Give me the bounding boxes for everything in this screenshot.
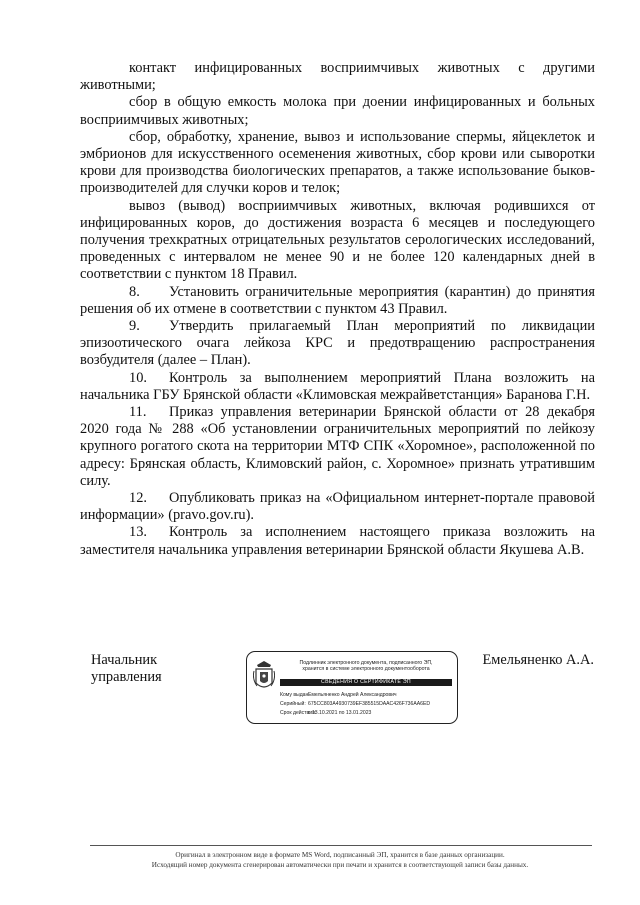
document-body xyxy=(80,60,595,559)
stamp-row-value: с 13.10.2021 по 13.01.2023 xyxy=(308,710,372,716)
paragraph-text: Утвердить прилагаемый План мероприятий по ликвидации эпизоотического очага лейкоза КРС и предотвращению распространения возбудителя (далее – План). xyxy=(80,318,595,369)
stamp-row-validity xyxy=(280,710,452,716)
signatory-position xyxy=(91,652,162,686)
stamp-header-line: хранится в системе электронного документооборота xyxy=(302,666,430,672)
paragraph-number: 9. xyxy=(129,318,140,335)
footer-divider xyxy=(90,845,592,846)
stamp-header xyxy=(280,660,452,672)
stamp-title-bar: СВЕДЕНИЯ О СЕРТИФИКАТЕ ЭП xyxy=(280,679,452,686)
paragraph-number: 13. xyxy=(129,524,147,541)
paragraph xyxy=(80,129,595,198)
electronic-signature-stamp xyxy=(246,651,458,724)
paragraph-text: Контроль за выполнением мероприятий Плана возложить на начальника ГБУ Брянской области «Климовская межрайветстанция» Баранова Г.Н. xyxy=(80,369,595,403)
paragraph-item-12 xyxy=(80,490,595,524)
paragraph-item-9 xyxy=(80,318,595,370)
stamp-row-value: Емельяненко Андрей Александрович xyxy=(308,692,397,698)
paragraph-text: сбор в общую емкость молока при доении инфицированных и больных восприимчивых животных; xyxy=(80,94,595,128)
stamp-row-label: Срок действия: xyxy=(280,710,317,716)
paragraph-number: 10. xyxy=(129,369,147,386)
position-line: управления xyxy=(91,669,162,686)
paragraph-item-8 xyxy=(80,284,595,318)
coat-of-arms-icon xyxy=(253,659,275,717)
footer-line: Исходящий номер документа сгенерирован автоматически при печати и хранится в соответствующей записи базы данных. xyxy=(151,861,529,869)
paragraph xyxy=(80,198,595,284)
page-footer xyxy=(60,850,620,870)
stamp-row-holder xyxy=(280,692,452,698)
stamp-row-label: Кому выдан: xyxy=(280,692,310,698)
signatory-name: Емельяненко А.А. xyxy=(482,652,594,668)
paragraph xyxy=(80,60,595,94)
paragraph-text: Контроль за исполнением настоящего приказа возложить на заместителя начальника управления ветеринарии Брянской области Якушева А.В. xyxy=(80,524,595,558)
paragraph-item-11 xyxy=(80,404,595,490)
paragraph-item-10 xyxy=(80,370,595,404)
paragraph-text: Приказ управления ветеринарии Брянской области от 28 декабря 2020 года № 288 «Об установлении ограничительных мероприятий по лейкозу крупного рогатого скота на территории МТФ СПК «Хоромное», расположенной по адресу: Брянская область, Климовский район, с. Хоромное» признать утратившим силу. xyxy=(80,404,595,489)
footer-line: Оригинал в электронном виде в формате MS Word, подписанный ЭП, хранится в базе данных организации. xyxy=(175,851,505,859)
paragraph-text: контакт инфицированных восприимчивых животных с другими животными; xyxy=(80,60,595,94)
paragraph-text: сбор, обработку, хранение, вывоз и использование спермы, яйцеклеток и эмбрионов для искусственного осеменения животных, сбор крови или сыворотки крови для производства биологических препаратов, а также использование быков-производителей для случки коров и телок; xyxy=(80,128,595,197)
paragraph-number: 8. xyxy=(129,283,140,300)
paragraph-item-13 xyxy=(80,524,595,558)
stamp-header-line: Подлинник электронного документа, подписанного ЭП, xyxy=(299,660,433,666)
stamp-row-value: 675CC803A4930739EF385515DAAC426F736AA6ED xyxy=(308,701,431,707)
paragraph-text: вывоз (вывод) восприимчивых животных, включая родившихся от инфицированных коров, до достижения возраста 6 месяцев и последующего получения трехкратных отрицательных результатов серологических исследований, проведенных с интервалом не менее 90 и не более 120 календарных дней в соответствии с пунктом 18 Правил. xyxy=(80,197,595,283)
stamp-row-label: Серийный: xyxy=(280,701,306,707)
paragraph-number: 11. xyxy=(129,404,147,421)
paragraph-text: Установить ограничительные мероприятия (карантин) до принятия решения об их отмене в соответствии с пунктом 43 Правил. xyxy=(80,283,595,317)
position-line: Начальник xyxy=(91,652,158,668)
paragraph xyxy=(80,94,595,128)
paragraph-number: 12. xyxy=(129,490,147,507)
stamp-row-serial xyxy=(280,701,452,707)
paragraph-text: Опубликовать приказ на «Официальном интернет-портале правовой информации» (pravo.gov.ru). xyxy=(80,490,595,524)
